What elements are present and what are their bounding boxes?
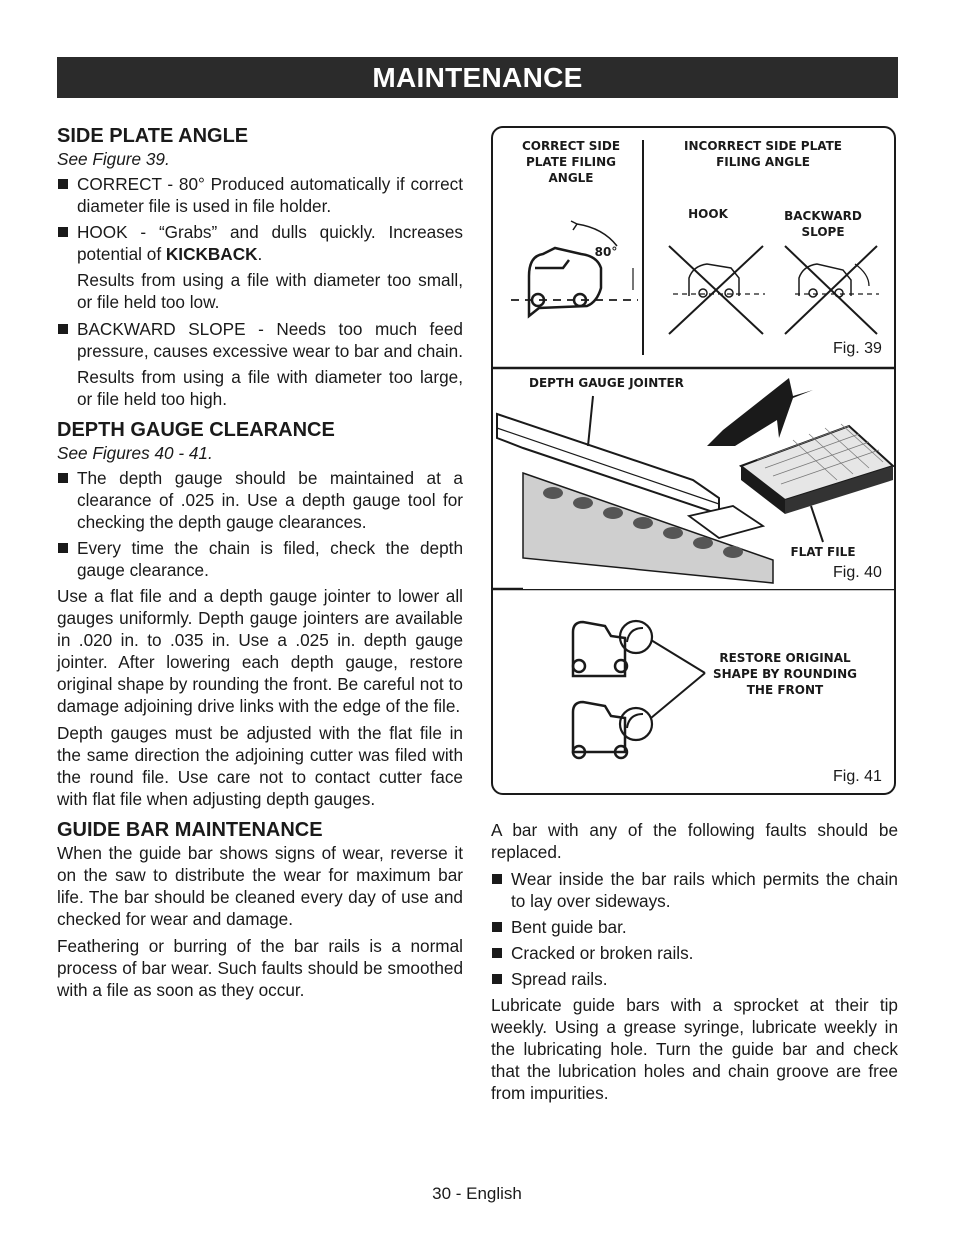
incorrect-side-plate-caption: INCORRECT SIDE PLATE FILING ANGLE bbox=[684, 139, 842, 169]
angle-80-label: 80° bbox=[594, 245, 618, 259]
backward-slope-caption: BACKWARD SLOPE bbox=[784, 209, 862, 239]
depth-gauge-see: See Figures 40 - 41. bbox=[57, 443, 213, 463]
correct-side-plate-caption: CORRECT SIDE PLATE FILING ANGLE bbox=[521, 139, 621, 185]
backward-note: Results from using a file with diameter too large, or file held too high. bbox=[77, 367, 463, 409]
figures-panel bbox=[491, 126, 896, 795]
bullet-hook bbox=[57, 221, 463, 265]
correct-cutter-drawing bbox=[511, 221, 638, 316]
right-column bbox=[491, 819, 898, 1109]
left-column bbox=[57, 124, 463, 1006]
depth-gauge-jointer-caption: DEPTH GAUGE JOINTER bbox=[529, 376, 684, 390]
side-plate-see: See Figure 39. bbox=[57, 149, 170, 169]
fig41-label: Fig. 41 bbox=[833, 768, 882, 785]
fault-item: Spread rails. bbox=[491, 968, 898, 990]
page-footer: 30 - English bbox=[432, 1184, 522, 1203]
faults-list bbox=[491, 868, 898, 990]
bullet-hook-text: HOOK - “Grabs” and dulls quickly. Increases potential of bbox=[77, 222, 463, 264]
guide-bar-para-1: When the guide bar shows signs of wear, reverse it on the saw to distribute the wear for maximum bar life. The bar should be cleaned every day of use and checked for wear and damage. bbox=[57, 843, 463, 929]
guide-bar-heading: GUIDE BAR MAINTENANCE bbox=[57, 819, 323, 841]
guide-bar-section bbox=[57, 818, 463, 1001]
depth-gauge-heading: DEPTH GAUGE CLEARANCE bbox=[57, 419, 335, 441]
faults-intro: A bar with any of the following faults should be replaced. bbox=[491, 820, 898, 862]
side-plate-list-2 bbox=[57, 318, 463, 362]
depth-para-1: Use a flat file and a depth gauge jointer to lower all gauges uniformly. Depth gauge jointers are available in .020 in. to .035 in. Use a .025 in. depth gauge jointer. After lowering each depth gauge, restore original shape by rounding the front. Be careful not to damage adjoining drive links with the edge of the file. bbox=[57, 586, 463, 716]
fig39-label: Fig. 39 bbox=[833, 340, 882, 357]
restore-shape-caption: RESTORE ORIGINAL SHAPE BY ROUNDING THE FRONT bbox=[712, 651, 858, 697]
depth-gauge-section bbox=[57, 418, 463, 810]
flat-file-caption: FLAT FILE bbox=[790, 545, 856, 559]
page-title: MAINTENANCE bbox=[57, 57, 898, 98]
lubrication-para: Lubricate guide bars with a sprocket at their tip weekly. Using a grease syringe, lubricate weekly in the lubricating hole. Turn the guide bar and check that the lubrication holes and chain groove are free from impurities. bbox=[491, 995, 898, 1103]
side-plate-list bbox=[57, 173, 463, 265]
bullet-backward-slope: BACKWARD SLOPE - Needs too much feed pressure, causes excessive wear to bar and chain. bbox=[57, 318, 463, 362]
depth-gauge-list bbox=[57, 467, 463, 581]
hook-note: Results from using a file with diameter too small, or file held too low. bbox=[77, 270, 463, 312]
fault-item: Bent guide bar. bbox=[491, 916, 898, 938]
backward-slope-cutter-drawing bbox=[785, 246, 879, 334]
bullet-hook-end: . bbox=[257, 244, 263, 264]
kickback-term: KICKBACK bbox=[165, 244, 258, 264]
depth-para-2: Depth gauges must be adjusted with the flat file in the same direction the adjoining cutter was filed with the round file. Use care not to contact cutter face with flat file when adjusting depth gauges. bbox=[57, 723, 463, 809]
fault-item: Cracked or broken rails. bbox=[491, 942, 898, 964]
hook-cutter-drawing bbox=[669, 246, 765, 334]
bullet-depth-2: Every time the chain is filed, check the depth gauge clearance. bbox=[57, 537, 463, 581]
hook-caption: HOOK bbox=[688, 207, 728, 221]
fig40-label: Fig. 40 bbox=[833, 564, 882, 581]
side-plate-heading: SIDE PLATE ANGLE bbox=[57, 125, 249, 147]
bullet-depth-1: The depth gauge should be maintained at a clearance of .025 in. Use a depth gauge tool for checking the depth gauge clearances. bbox=[57, 467, 463, 533]
bullet-correct: CORRECT - 80° Produced automatically if correct diameter file is used in file holder. bbox=[57, 173, 463, 217]
guide-bar-para-2: Feathering or burring of the bar rails is a normal process of bar wear. Such faults should be smoothed with a file as soon as they occur. bbox=[57, 936, 463, 1000]
fault-item: Wear inside the bar rails which permits the chain to lay over sideways. bbox=[491, 868, 898, 912]
restore-shape-drawing bbox=[573, 621, 705, 758]
